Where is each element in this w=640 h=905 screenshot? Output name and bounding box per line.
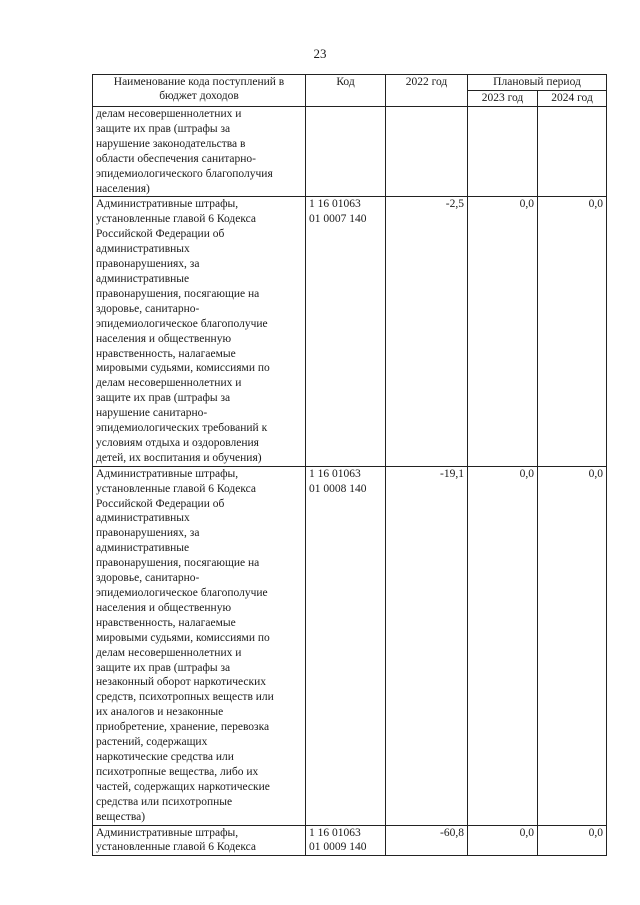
- row-code: [306, 107, 386, 197]
- header-2023: 2023 год: [468, 91, 538, 107]
- table-row: [93, 107, 607, 197]
- table-row: [93, 466, 607, 825]
- row-value-2024: [538, 107, 607, 197]
- header-2022: 2022 год: [386, 75, 468, 107]
- table-header: [93, 75, 607, 107]
- header-name: Наименование кода поступлений в бюджет доходов: [93, 75, 306, 107]
- table-row: [93, 825, 607, 856]
- row-value-2022: [386, 107, 468, 197]
- row-value-2022: -2,5: [386, 197, 468, 466]
- row-value-2024: 0,0: [538, 466, 607, 825]
- row-value-2023: 0,0: [468, 197, 538, 466]
- row-value-2023: 0,0: [468, 466, 538, 825]
- row-code: 1 16 01063 01 0007 140: [306, 197, 386, 466]
- row-value-2024: 0,0: [538, 825, 607, 856]
- row-name: Административные штрафы, установленные главой 6 Кодекса: [93, 825, 306, 856]
- header-planning-period: Плановый период: [468, 75, 607, 91]
- header-code: Код: [306, 75, 386, 107]
- row-value-2024: 0,0: [538, 197, 607, 466]
- row-value-2023: 0,0: [468, 825, 538, 856]
- row-value-2022: -19,1: [386, 466, 468, 825]
- header-2024: 2024 год: [538, 91, 607, 107]
- row-name: Административные штрафы, установленные главой 6 Кодекса Российской Федерации об административных правонарушениях, за административные правонарушения, посягающие на здоровье, санитарно- эпидемиологическое благополучие населения и общественную нравственность, налагаемые мировыми судьями, комиссиями по делам несовершеннолетних и защите их прав (штрафы за незаконный оборот наркотических средств, психотропных веществ или их аналогов и незаконные приобретение, хранение, перевозка растений, содержащих наркотические средства или психотропные вещества, либо их частей, содержащих наркотические средства или психотропные вещества): [93, 466, 306, 825]
- row-value-2023: [468, 107, 538, 197]
- row-name: делам несовершеннолетних и защите их прав (штрафы за нарушение законодательства в области обеспечения санитарно- эпидемиологического благополучия населения): [93, 107, 306, 197]
- row-code: 1 16 01063 01 0008 140: [306, 466, 386, 825]
- row-name: Административные штрафы, установленные главой 6 Кодекса Российской Федерации об административных правонарушениях, за административные правонарушения, посягающие на здоровье, санитарно- эпидемиологическое благополучие населения и общественную нравственность, налагаемые мировыми судьями, комиссиями по делам несовершеннолетних и защите их прав (штрафы за нарушение санитарно- эпидемиологических требований к условиям отдыха и оздоровления детей, их воспитания и обучения): [93, 197, 306, 466]
- revenue-table: [92, 74, 607, 856]
- table-row: [93, 197, 607, 466]
- page-number: 23: [313, 46, 327, 61]
- row-code: 1 16 01063 01 0009 140: [306, 825, 386, 856]
- row-value-2022: -60,8: [386, 825, 468, 856]
